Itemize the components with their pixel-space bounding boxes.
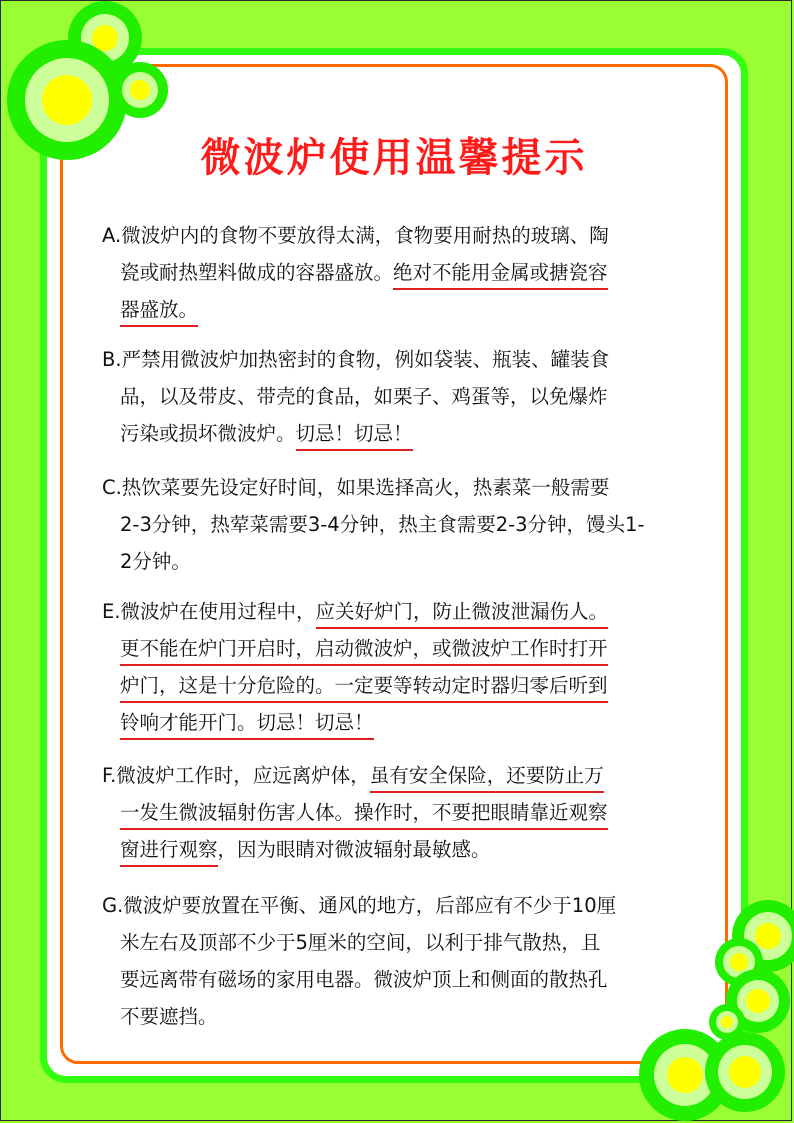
tip-line <box>120 925 600 961</box>
underlined-text: 铃响才能开门。切忌！切忌！ <box>120 708 374 740</box>
tip-line <box>102 758 604 794</box>
tip-line <box>120 255 608 291</box>
line-text: E.微波炉在使用过程中， <box>102 600 316 623</box>
tip-line <box>102 218 609 254</box>
line-text: 米左右及顶部不少于5厘米的空间，以利于排气散热，且 <box>120 931 601 954</box>
tip-line <box>102 594 608 630</box>
tip-line <box>120 292 198 328</box>
underlined-text: 一发生微波辐射伤害人体。操作时，不要把眼睛靠近观察 <box>120 798 608 830</box>
tip-line <box>120 544 191 580</box>
underlined-text: 窗进行观察 <box>120 835 218 867</box>
underlined-text: 炉门，这是十分危险的。一定要等转动定时器归零后听到 <box>120 671 608 703</box>
tip-line <box>120 705 374 741</box>
tip-line <box>120 631 608 667</box>
tip-line <box>120 832 491 868</box>
line-text: ，因为眼睛对微波辐射最敏感。 <box>217 838 491 861</box>
line-text: 瓷或耐热塑料做成的容器盛放。 <box>120 261 394 284</box>
tip-line <box>120 507 645 543</box>
tip-line <box>120 795 608 831</box>
tip-line <box>120 962 608 998</box>
tip-line <box>120 416 413 452</box>
underlined-text: 器盛放。 <box>120 295 198 327</box>
tip-line <box>102 342 609 378</box>
line-text: 不要遮挡。 <box>120 1005 218 1028</box>
line-text: 2分钟。 <box>120 550 191 573</box>
line-text: G.微波炉要放置在平衡、通风的地方，后部应有不少于10厘 <box>102 894 617 917</box>
underlined-text: 虽有安全保险，还要防止万 <box>370 761 604 793</box>
line-text: C.热饮菜要先设定好时间，如果选择高火，热素菜一般需要 <box>102 476 610 499</box>
tip-line <box>102 470 609 506</box>
line-text: 品，以及带皮、带壳的食品，如栗子、鸡蛋等，以免爆炸 <box>120 385 608 408</box>
tip-line <box>102 888 616 924</box>
tip-line <box>120 999 218 1035</box>
line-text: 要远离带有磁场的家用电器。微波炉顶上和侧面的散热孔 <box>120 968 608 991</box>
underlined-text: 更不能在炉门开启时，启动微波炉，或微波炉工作时打开 <box>120 634 608 666</box>
page-title: 微波炉使用温馨提示 <box>200 135 588 181</box>
underlined-text: 应关好炉门，防止微波泄漏伤人。 <box>316 597 609 629</box>
line-text: F.微波炉工作时，应远离炉体， <box>102 764 370 787</box>
underlined-text: 绝对不能用金属或搪瓷容 <box>393 258 608 290</box>
line-text: B.严禁用微波炉加热密封的食物，例如袋装、瓶装、罐装食 <box>102 348 610 371</box>
line-text: 2-3分钟，热荤菜需要3-4分钟，热主食需要2-3分钟，馒头1- <box>120 513 645 536</box>
tip-line <box>120 379 608 415</box>
line-text: A.微波炉内的食物不要放得太满，食物要用耐热的玻璃、陶 <box>102 224 609 247</box>
line-text: 污染或损坏微波炉。 <box>120 422 296 445</box>
underlined-text: 切忌！切忌！ <box>296 419 413 451</box>
tip-line <box>120 668 608 704</box>
